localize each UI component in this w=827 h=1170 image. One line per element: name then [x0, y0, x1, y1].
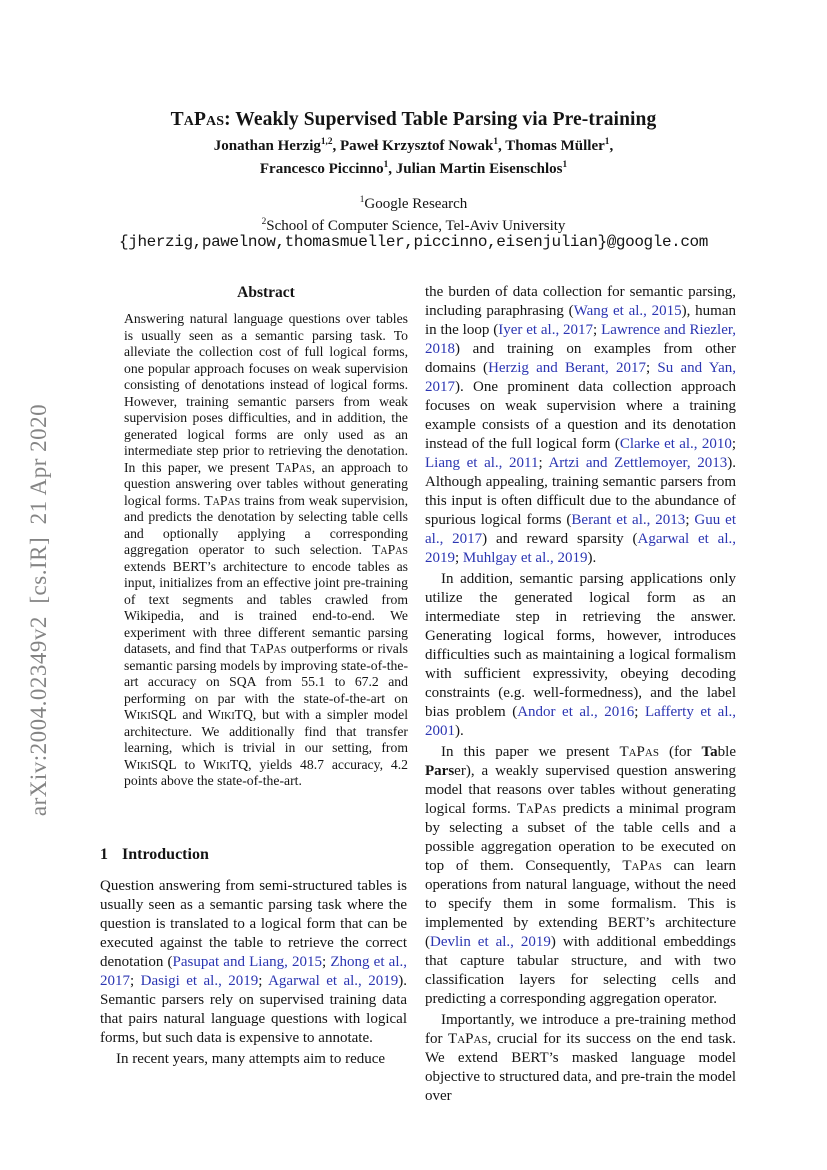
text-segment: can learn operations from natural language, without the need to specify them in some formalism. This is implemented by extending BERT’s architecture ( — [425, 858, 736, 950]
citation-link[interactable]: Wang et al., 2015 — [573, 303, 682, 319]
intro-paragraph-2-continued — [425, 283, 736, 568]
text-segment: ; — [538, 455, 549, 471]
text-segment: trains from weak supervision, and predicts the denotation by selecting table cells and optionally applying a corresponding aggregation operator to such selection. — [124, 492, 408, 557]
text-segment: ), human in the loop ( — [425, 303, 736, 338]
citation-link[interactable]: Devlin et al., 2019 — [430, 934, 551, 950]
text-segment: , Thomas Müller — [497, 138, 605, 154]
text-segment: Pars — [425, 763, 455, 779]
text-segment: ) and reward sparsity ( — [482, 531, 638, 547]
text-segment: predicts a minimal program by selecting a subset of the table cells and a possible aggregation operation to be executed on top of them. Consequently, — [425, 801, 736, 874]
text-segment: Importantly, we introduce a pre-training method for — [425, 1012, 736, 1047]
text-segment: Google Research — [364, 196, 468, 212]
text-segment: 1 — [359, 195, 365, 205]
section-number: 1 — [100, 846, 108, 863]
introduction-section — [100, 845, 407, 1069]
citation-link[interactable]: Zhong et al., 2017 — [100, 954, 407, 989]
paper-title — [90, 109, 737, 131]
text-segment: School of Computer Science, Tel-Aviv University — [266, 218, 566, 234]
citation-link[interactable]: Iyer et al., 2017 — [498, 322, 594, 338]
text-segment: ; — [322, 954, 331, 970]
text-segment: In this paper we present — [441, 744, 620, 760]
text-segment: TaPas — [250, 641, 287, 656]
text-segment: In recent years, many attempts aim to reduce — [116, 1051, 386, 1067]
abstract-heading: Abstract — [237, 284, 295, 301]
text-segment: TaPas — [204, 492, 241, 508]
citation-link[interactable]: Andor et al., 2016 — [517, 704, 635, 720]
text-segment: ; — [645, 360, 658, 376]
text-segment: ). Semantic parsers rely on supervised training data that pairs natural language questions with logical forms, but such data is expensive to annotate. — [100, 973, 407, 1046]
text-segment: the burden of data collection for semantic parsing, including paraphrasing ( — [425, 284, 736, 319]
text-segment: 1 — [562, 160, 568, 170]
text-segment: TaPas — [372, 542, 408, 557]
text-segment: , — [609, 138, 614, 154]
citation-link[interactable]: Artzi and Zettlemoyer, 2013 — [548, 455, 728, 471]
intro-paragraph-1 — [100, 877, 407, 1048]
text-segment: Ta — [701, 744, 718, 760]
text-segment: , Julian Martin Eisenschlos — [388, 161, 563, 177]
text-segment: and — [176, 707, 208, 722]
citation-link[interactable]: Herzig and Berant, 2017 — [488, 360, 646, 376]
text-segment: TaPas — [622, 858, 662, 874]
text-segment: , an approach to question answering over tables without generating logical forms. — [124, 459, 408, 508]
section-1-heading — [100, 845, 407, 865]
text-segment: WikiSQL — [124, 756, 177, 772]
text-segment: Francesco Piccinno — [259, 161, 384, 177]
text-segment: TaPas — [448, 1031, 488, 1047]
text-segment: ). Although appealing, training semantic parsers from this input is often difficult due to the abundance of spurious logical forms ( — [425, 455, 736, 528]
citation-link[interactable]: Lafferty et al., 2001 — [425, 704, 737, 739]
text-segment: 1 — [383, 160, 389, 170]
abstract-section — [124, 283, 408, 790]
intro-paragraph-3 — [425, 570, 736, 741]
arxiv-stamp: arXiv:2004.02349v2 [cs.IR] 21 Apr 2020 — [26, 403, 51, 817]
text-segment: ). — [587, 550, 597, 566]
text-segment: , yields 48.7 accuracy, 4.2 points above the state-of-the-art. — [124, 756, 408, 788]
text-segment: ). — [455, 723, 464, 739]
text-segment: In addition, semantic parsing applications only utilize the generated logical form as an intermediate step in retrieving the answer. Generating logical forms, however, introduces difficulties such as maintaining a logical formalism with sufficient expressivity, obeying decoding constraints (e.g. well-formedness), and the label bias problem ( — [425, 571, 736, 720]
text-segment: : Weakly Supervised Table Parsing via Pre-training — [224, 109, 657, 131]
citation-link[interactable]: Agarwal et al., 2019 — [268, 973, 399, 989]
text-segment: TaPas — [170, 109, 225, 131]
text-segment: WikiTQ — [207, 707, 253, 722]
text-segment: WikiTQ — [203, 756, 249, 772]
text-segment: Question answering from semi-structured tables is usually seen as a semantic parsing task where the question is translated to a logical form that can be executed against the table to retrieve the correct denotation ( — [100, 878, 407, 970]
text-segment: er), a weakly supervised question answering model that reasons over tables without generating logical forms. — [425, 763, 736, 817]
section-title: Introduction — [122, 846, 209, 863]
text-segment: extends BERT’s architecture to encode tables as input, initializes from an effective joint pre-training of text segments and tables crawled from Wikipedia, and is trained end-to-end. We experiment with three different semantic parsing datasets, and find that — [124, 558, 408, 656]
citation-link[interactable]: Guu et al., 2017 — [425, 512, 736, 547]
author-line-1 — [90, 135, 737, 158]
intro-paragraph-5 — [425, 1011, 736, 1106]
email-line: {jherzig,pawelnow,thomasmueller,piccinno,eisenjulian}@google.com — [119, 233, 708, 251]
citation-link[interactable]: Berant et al., 2013 — [571, 512, 686, 528]
text-segment: , but with a simpler model architecture. We additionally find that transfer learning, which is trivial in our setting, from — [124, 707, 408, 755]
citation-link[interactable]: Muhlgay et al., 2019 — [462, 550, 588, 566]
text-segment: ; — [731, 436, 736, 452]
text-segment: ; — [634, 704, 645, 720]
text-segment: , Paweł Krzysztof Nowak — [332, 138, 494, 154]
text-segment: ble — [717, 744, 736, 760]
citation-link[interactable]: Clarke et al., 2010 — [619, 436, 732, 452]
text-segment: ; — [258, 973, 269, 989]
text-segment: 1 — [604, 137, 610, 147]
text-segment: 1 — [493, 137, 498, 147]
citation-link[interactable]: Dasigi et al., 2019 — [140, 973, 259, 989]
intro-paragraph-4 — [425, 743, 736, 1009]
text-segment: 2 — [261, 217, 267, 227]
text-segment: Jonathan Herzig — [213, 138, 321, 154]
text-segment: WikiSQL — [124, 707, 177, 722]
citation-link[interactable]: Liang et al., 2011 — [425, 455, 539, 471]
text-segment: 1,2 — [320, 137, 333, 147]
author-line-2 — [90, 158, 737, 181]
citation-link[interactable]: Agarwal et al., 2019 — [425, 531, 737, 566]
text-segment: TaPas — [275, 459, 312, 475]
affiliation-1 — [90, 193, 737, 215]
intro-paragraph-2-start — [100, 1050, 407, 1069]
text-segment: to — [176, 756, 204, 772]
text-segment: ; — [455, 550, 463, 566]
text-segment: ; — [685, 512, 695, 528]
text-segment: ). One prominent data collection approach focuses on weak supervision where a training example consists of a question and its denotation instead of the full logical form ( — [425, 379, 736, 452]
abstract-text — [124, 311, 408, 790]
text-segment: TaPas — [516, 801, 557, 817]
author-block — [90, 135, 737, 181]
text-segment: outperforms or rivals semantic parsing models by improving state-of-the-art accuracy on SQA from 55.1 to 67.2 and performing on par with the state-of-the-art on — [124, 641, 408, 706]
text-segment: , crucial for its success on the end task. We extend BERT’s masked language model objective to structured data, and pre-train the model over — [425, 1031, 736, 1104]
affiliation-block — [90, 193, 737, 237]
text-segment: ) and training on examples from other domains ( — [425, 341, 736, 376]
text-segment: TaPas — [619, 744, 659, 760]
text-segment: ; — [130, 973, 141, 989]
citation-link[interactable]: Pasupat and Liang, 2015 — [172, 954, 323, 970]
citation-link[interactable]: Lawrence and Riezler, 2018 — [425, 322, 736, 357]
text-segment: ; — [593, 322, 602, 338]
text-segment: ) with additional embeddings that capture tabular structure, and with two classification layers for selecting cells and predicting a corresponding aggregation operator. — [425, 934, 736, 1007]
citation-link[interactable]: Su and Yan, 2017 — [425, 360, 737, 395]
text-segment: (for — [658, 744, 702, 760]
left-column — [100, 283, 407, 790]
right-column — [425, 283, 736, 1106]
text-segment: Answering natural language questions over tables is usually seen as a semantic parsing task. To alleviate the collection cost of full logical forms, one popular approach focuses on weak supervision consisting of denotations instead of logical forms. However, training semantic parsers from weak supervision poses difficulties, and in addition, the generated logical forms are only used as an intermediate step prior to retrieving the denotation. In this paper, we present — [124, 311, 408, 475]
